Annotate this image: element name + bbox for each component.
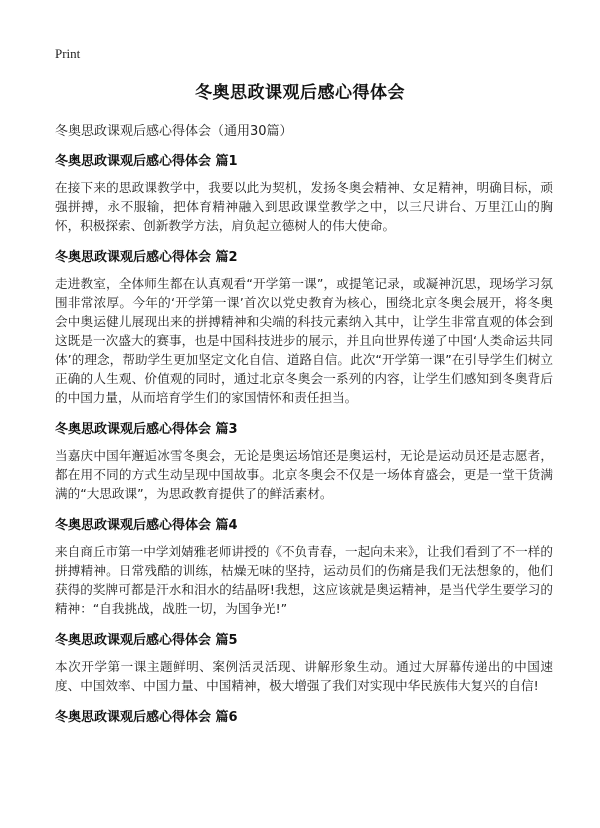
section-heading: 冬奥思政课观后感心得体会 篇2 (55, 250, 238, 265)
section-1 (55, 150, 553, 235)
section-5 (55, 629, 553, 695)
section-heading: 冬奥思政课观后感心得体会 篇4 (55, 518, 238, 533)
section-heading: 冬奥思政课观后感心得体会 篇3 (55, 422, 238, 437)
section-paragraph: 本次开学第一课主题鲜明、案例活灵活现、讲解形象生动。通过大屏幕传递出的中国速度、中国效率、中国力量、中国精神，极大增强了我们对实现中华民族伟大复兴的自信! (55, 659, 553, 693)
section-4 (55, 514, 553, 618)
section-2 (55, 246, 553, 407)
section-heading: 冬奥思政课观后感心得体会 篇6 (55, 710, 238, 725)
page-subtitle: 冬奥思政课观后感心得体会（通用30篇） (55, 124, 293, 139)
section-3 (55, 418, 553, 503)
section-6 (55, 706, 553, 725)
print-label: Print (55, 46, 81, 61)
section-paragraph: 走进教室，全体师生都在认真观看“开学第一课”，或提笔记录，或凝神沉思，现场学习氛围非常浓厚。今年的‘开学第一课’首次以党史教育为核心，围绕北京冬奥会展开，将冬奥会中奥运健儿展现出来的拼搏精神和尖端的科技元素纳入其中，让学生非常直观的体会到这既是一次盛大的赛事，也是中国科技进步的展示，并且向世界传递了中国‘人类命运共同体’的理念，帮助学生更加坚定文化自信、道路自信。此次“开学第一课”在引导学生们树立正确的人生观、价值观的同时，通过北京冬奥会一系列的内容，让学生们感知到冬奥背后的中国力量，从而培育学生们的家国情怀和责任担当。 (55, 276, 553, 405)
section-paragraph: 在接下来的思政课教学中，我要以此为契机，发扬冬奥会精神、女足精神，明确目标，顽强拼搏，永不服输，把体育精神融入到思政课堂教学之中，以三尺讲台、万里江山的胸怀，积极探索、创新教学方法，肩负起立德树人的伟大使命。 (55, 180, 553, 233)
article-content (55, 150, 553, 736)
section-paragraph: 当嘉庆中国年邂逅冰雪冬奥会，无论是奥运场馆还是奥运村，无论是运动员还是志愿者，都在用不同的方式生动呈现中国故事。北京冬奥会不仅是一场体育盛会，更是一堂干货满满的“大思政课”，为思政教育提供了的鲜活素材。 (55, 448, 553, 501)
section-heading: 冬奥思政课观后感心得体会 篇5 (55, 633, 238, 648)
section-paragraph: 来自商丘市第一中学刘婧雅老师讲授的《不负青春，一起向未来》，让我们看到了不一样的拼搏精神。日常残酷的训练，枯燥无味的坚持，运动员们的伤痛是我们无法想象的，他们获得的奖牌可都是汗水和泪水的结晶呀!我想，这应该就是奥运精神，是当代学生要学习的精神：“自我挑战，战胜一切，为国争光!” (55, 544, 553, 616)
page-title: 冬奥思政课观后感心得体会 (195, 83, 405, 103)
section-heading: 冬奥思政课观后感心得体会 篇1 (55, 154, 238, 169)
